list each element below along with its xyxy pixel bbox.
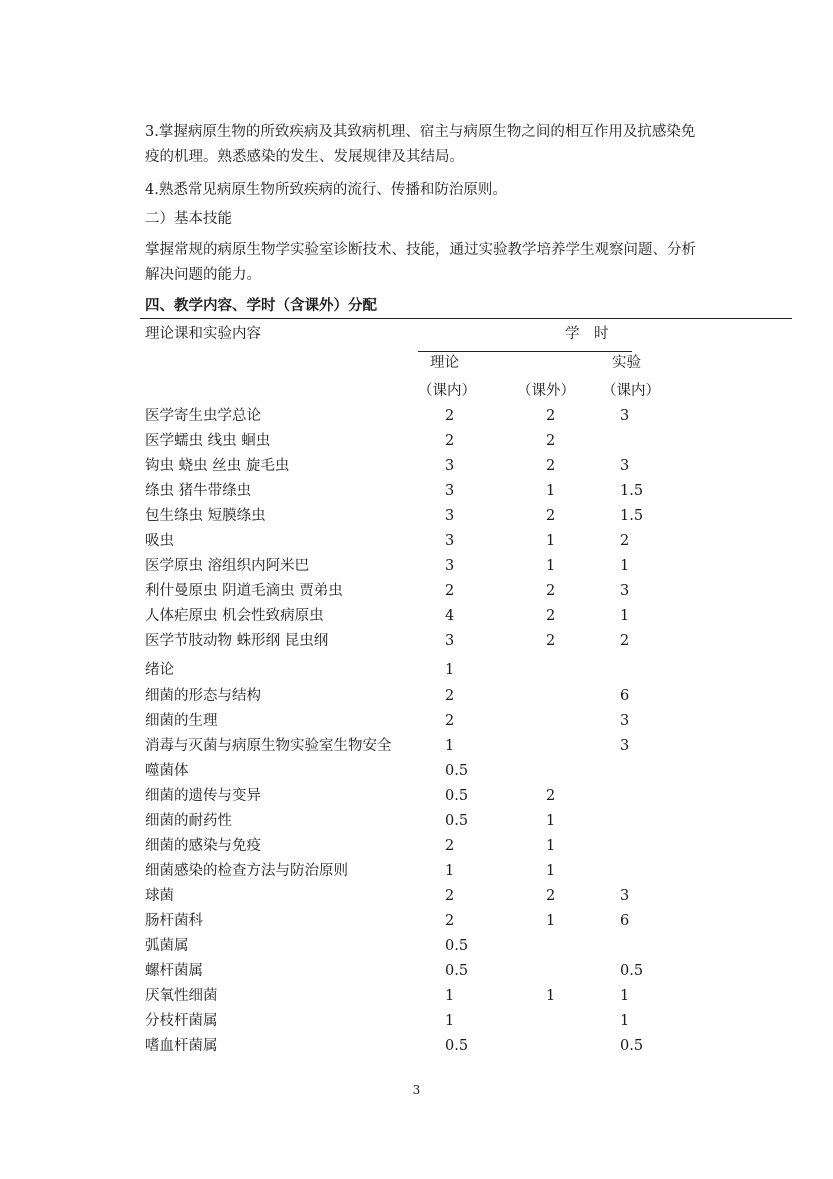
- row-topic: 嗜血杆菌属: [145, 1038, 218, 1055]
- row-lab-in-class: 3: [620, 408, 630, 424]
- header-content: 理论课和实验内容: [145, 326, 261, 342]
- row-topic: 绪论: [145, 662, 174, 679]
- row-topic: 弧菌属: [145, 937, 189, 954]
- table-row: [0, 959, 833, 984]
- row-theory-in-class: 2: [445, 583, 455, 600]
- header-hours: 学 时: [565, 326, 609, 342]
- row-topic: 厌氧性细菌: [145, 988, 218, 1005]
- table-row: [0, 859, 833, 884]
- row-theory-in-class: 2: [445, 408, 455, 424]
- row-theory-out-class: 1: [546, 837, 556, 854]
- row-theory-in-class: 3: [445, 533, 455, 550]
- row-topic: 利什曼原虫 阴道毛滴虫 贾弟虫: [145, 583, 343, 600]
- row-theory-in-class: 0.5: [445, 812, 469, 829]
- row-theory-out-class: 2: [546, 887, 556, 904]
- row-theory-out-class: 1: [546, 912, 556, 929]
- row-lab-in-class: 1.5: [620, 483, 644, 500]
- table-row: [0, 529, 833, 554]
- row-topic: 医学寄生虫学总论: [145, 408, 261, 424]
- table-row: [0, 604, 833, 629]
- row-theory-in-class: 0.5: [445, 787, 469, 804]
- header-divider: [418, 351, 632, 352]
- row-lab-in-class: 2: [620, 533, 630, 550]
- row-theory-out-class: 1: [546, 862, 556, 879]
- row-topic: 人体疟原虫 机会性致病原虫: [145, 608, 324, 625]
- row-theory-in-class: 2: [445, 712, 455, 729]
- row-lab-in-class: 1: [620, 608, 630, 625]
- header-theory-in-class: （课内）: [418, 383, 476, 399]
- header-lab: 实验: [612, 355, 641, 371]
- table-row: [0, 884, 833, 909]
- row-theory-in-class: 3: [445, 633, 455, 650]
- row-theory-out-class: 2: [546, 458, 556, 475]
- row-topic: 分枝杆菌属: [145, 1013, 218, 1030]
- table-row: [0, 784, 833, 809]
- row-theory-out-class: 1: [546, 533, 556, 550]
- row-lab-in-class: 3: [620, 712, 630, 729]
- row-topic: 肠杆菌科: [145, 912, 203, 929]
- table-row: [0, 709, 833, 734]
- row-theory-out-class: 2: [546, 433, 556, 450]
- row-topic: 噬菌体: [145, 762, 189, 779]
- table-row: [0, 909, 833, 934]
- row-theory-in-class: 1: [445, 737, 455, 754]
- table-row: [0, 809, 833, 834]
- section-divider: [140, 318, 792, 319]
- table-row: [0, 934, 833, 959]
- paragraph-basic-skills: 掌握常规的病原生物学实验室诊断技术、技能，通过实验教学培养学生观察问题、分析解决问题的能力。: [145, 242, 696, 283]
- row-theory-out-class: 2: [546, 633, 556, 650]
- row-theory-out-class: 1: [546, 558, 556, 575]
- row-topic: 细菌感染的检查方法与防治原则: [145, 862, 348, 879]
- table-row: [0, 429, 833, 454]
- row-theory-in-class: 2: [445, 912, 455, 929]
- row-theory-out-class: 2: [546, 608, 556, 625]
- table-row: [0, 734, 833, 759]
- table-row: [0, 1034, 833, 1059]
- row-theory-out-class: 2: [546, 508, 556, 525]
- row-theory-in-class: 0.5: [445, 963, 469, 980]
- row-topic: 消毒与灭菌与病原生物实验室生物安全: [145, 737, 392, 754]
- row-lab-in-class: 1: [620, 1013, 630, 1030]
- row-topic: 医学蠕虫 线虫 蛔虫: [145, 433, 271, 450]
- row-theory-in-class: 1: [445, 1013, 455, 1030]
- table-row: [0, 658, 833, 683]
- row-lab-in-class: 6: [620, 912, 630, 929]
- row-topic: 螺杆菌属: [145, 963, 203, 980]
- row-theory-in-class: 0.5: [445, 1038, 469, 1055]
- row-topic: 细菌的遗传与变异: [145, 787, 261, 804]
- row-lab-in-class: 1: [620, 558, 630, 575]
- table-row: [0, 404, 833, 429]
- row-theory-in-class: 0.5: [445, 937, 469, 954]
- row-theory-in-class: 0.5: [445, 762, 469, 779]
- table-row: [0, 479, 833, 504]
- row-topic: 钩虫 蛲虫 丝虫 旋毛虫: [145, 458, 290, 475]
- table-row: [0, 1009, 833, 1034]
- table-row: [0, 684, 833, 709]
- row-theory-in-class: 2: [445, 837, 455, 854]
- row-lab-in-class: 1: [620, 988, 630, 1005]
- row-theory-out-class: 1: [546, 988, 556, 1005]
- row-theory-in-class: 3: [445, 558, 455, 575]
- row-theory-in-class: 1: [445, 662, 455, 679]
- paragraph-item-3: 3.掌握病原生物的所致疾病及其致病机理、宿主与病原生物之间的相互作用及抗感染免疫的机理。熟悉感染的发生、发展规律及其结局。: [145, 124, 696, 165]
- header-lab-in-class: （课内）: [602, 383, 660, 399]
- row-theory-out-class: 2: [546, 408, 556, 424]
- row-topic: 球菌: [145, 887, 174, 904]
- table-row: [0, 834, 833, 859]
- row-topic: 细菌的生理: [145, 712, 218, 729]
- row-topic: 包生绦虫 短膜绦虫: [145, 508, 266, 525]
- table-row: [0, 454, 833, 479]
- row-theory-in-class: 1: [445, 862, 455, 879]
- row-lab-in-class: 2: [620, 633, 630, 650]
- row-topic: 细菌的形态与结构: [145, 687, 261, 704]
- row-topic: 医学节肢动物 蛛形纲 昆虫纲: [145, 633, 329, 650]
- row-theory-in-class: 3: [445, 508, 455, 525]
- row-topic: 细菌的感染与免疫: [145, 837, 261, 854]
- row-topic: 绦虫 猪牛带绦虫: [145, 483, 252, 500]
- row-lab-in-class: 3: [620, 887, 630, 904]
- row-theory-in-class: 2: [445, 687, 455, 704]
- row-lab-in-class: 1.5: [620, 508, 644, 525]
- section-title: 四、教学内容、学时（含课外）分配: [145, 298, 377, 314]
- row-lab-in-class: 3: [620, 458, 630, 475]
- row-theory-in-class: 2: [445, 433, 455, 450]
- page-number: 3: [412, 1083, 421, 1097]
- table-row: [0, 554, 833, 579]
- header-theory: 理论: [430, 355, 459, 371]
- row-lab-in-class: 3: [620, 737, 630, 754]
- table-row: [0, 984, 833, 1009]
- row-lab-in-class: 0.5: [620, 963, 644, 980]
- paragraph-item-4: 4.熟悉常见病原生物所致疾病的流行、传播和防治原则。: [145, 182, 507, 198]
- row-lab-in-class: 3: [620, 583, 630, 600]
- table-row: [0, 629, 833, 654]
- row-theory-out-class: 2: [546, 787, 556, 804]
- row-lab-in-class: 6: [620, 687, 630, 704]
- row-theory-in-class: 4: [445, 608, 455, 625]
- row-theory-in-class: 3: [445, 483, 455, 500]
- row-lab-in-class: 0.5: [620, 1038, 644, 1055]
- table-row: [0, 504, 833, 529]
- row-theory-in-class: 3: [445, 458, 455, 475]
- row-theory-out-class: 2: [546, 583, 556, 600]
- table-row: [0, 579, 833, 604]
- row-theory-in-class: 2: [445, 887, 455, 904]
- header-theory-out-class: （课外）: [517, 383, 575, 399]
- row-theory-in-class: 1: [445, 988, 455, 1005]
- row-topic: 医学原虫 溶组织内阿米巴: [145, 558, 310, 575]
- row-theory-out-class: 1: [546, 812, 556, 829]
- row-theory-out-class: 1: [546, 483, 556, 500]
- row-topic: 细菌的耐药性: [145, 812, 232, 829]
- row-topic: 吸虫: [145, 533, 174, 550]
- subsection-title-basic-skills: 二）基本技能: [145, 211, 232, 227]
- hours-table-body: [0, 404, 833, 1059]
- table-row: [0, 759, 833, 784]
